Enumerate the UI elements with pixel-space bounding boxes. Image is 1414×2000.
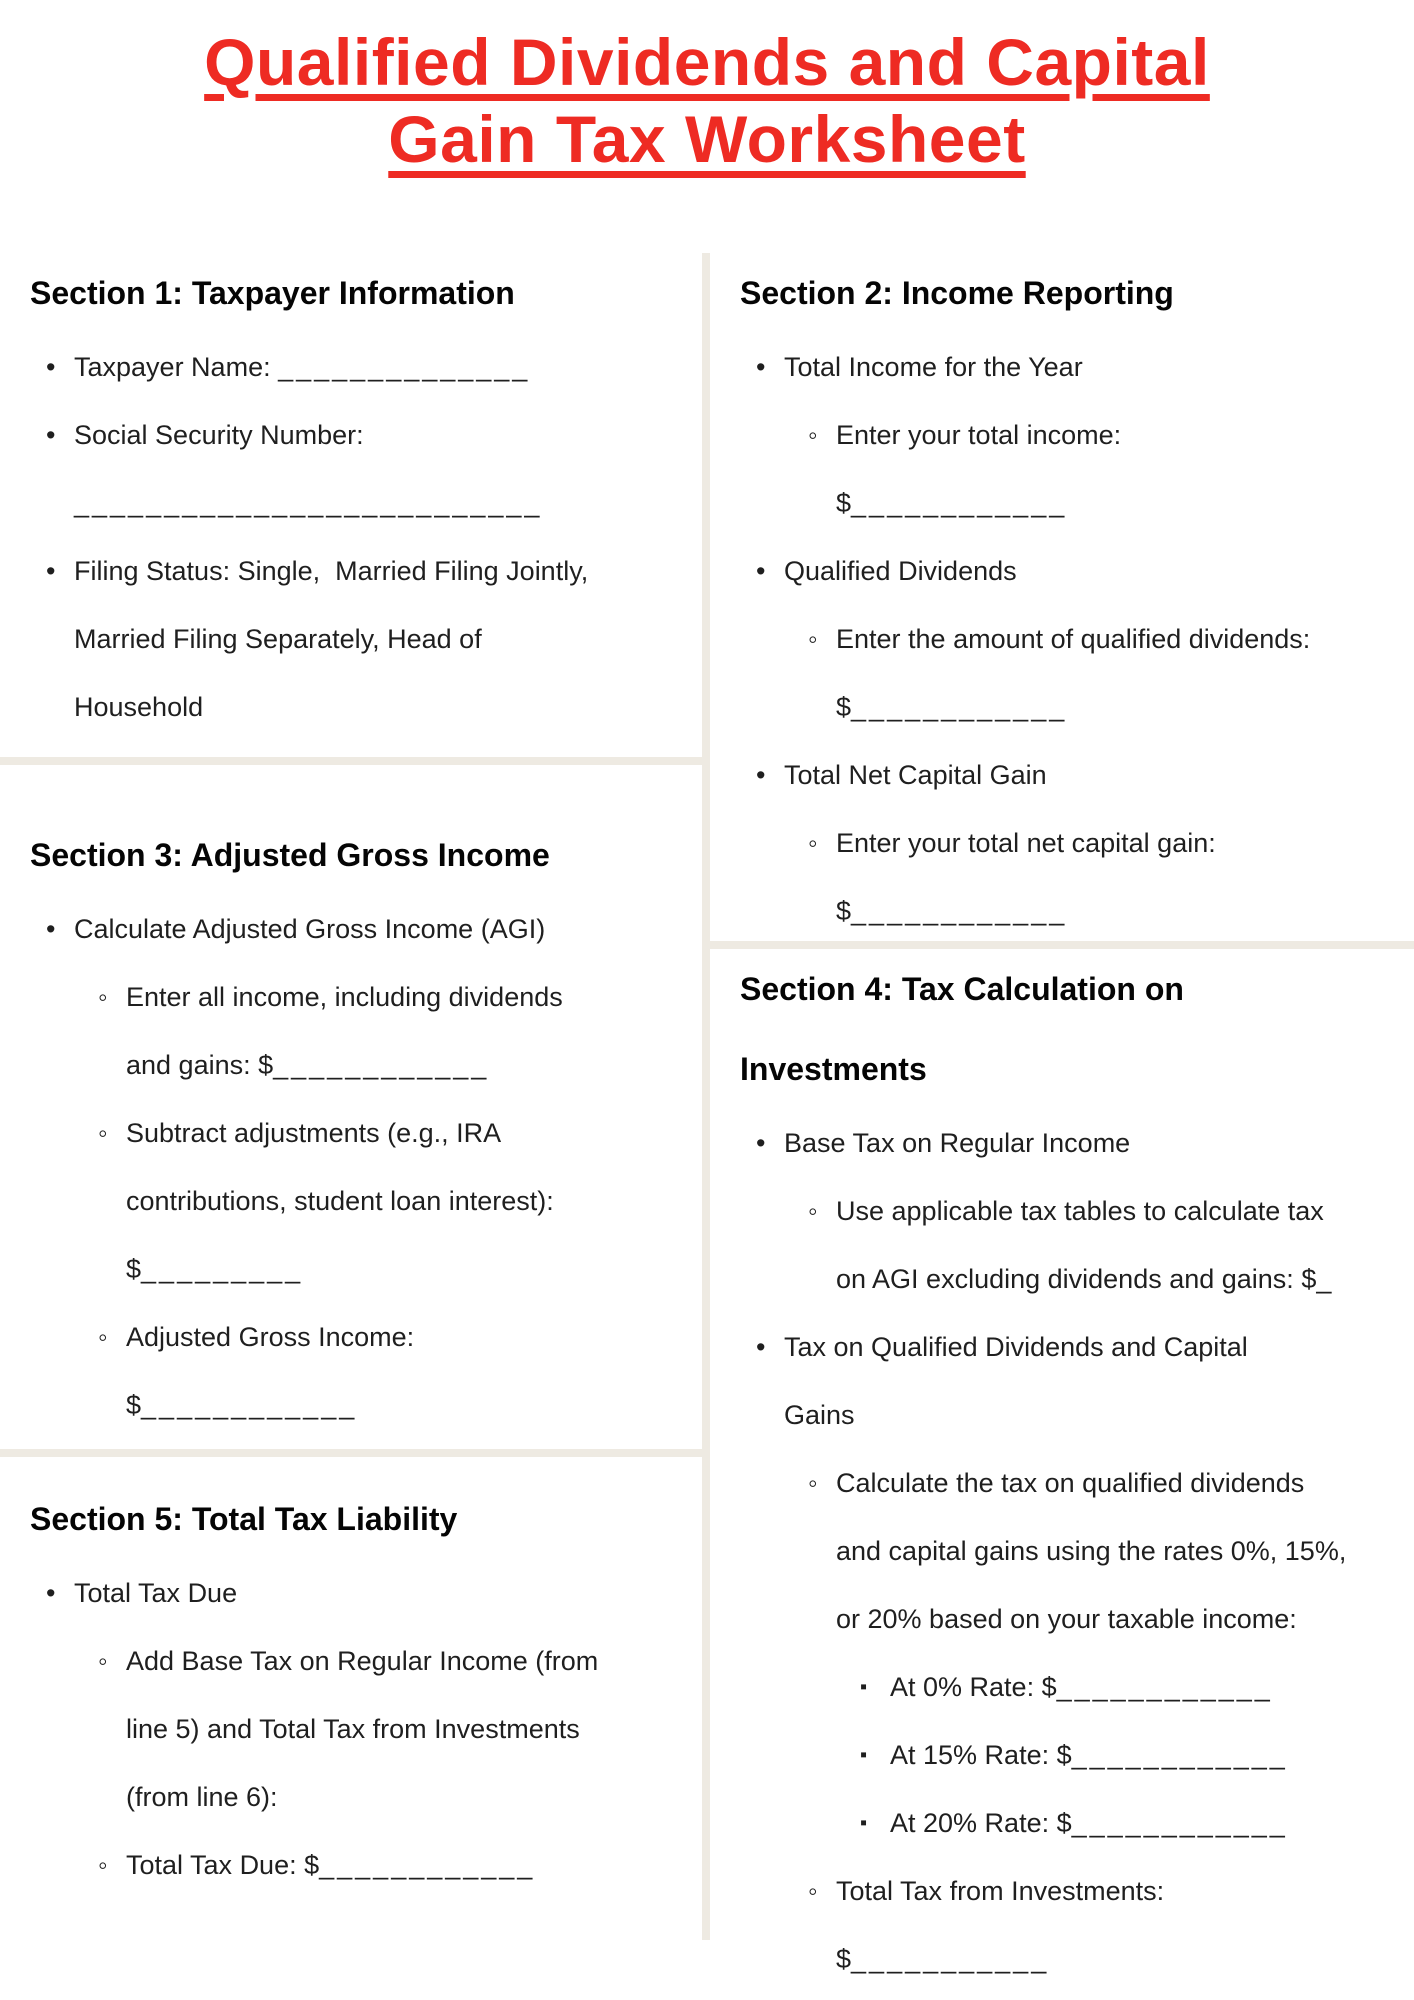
filing-status-continued-2: Household [74, 692, 204, 722]
list-item-enter-total-income: ◦ Enter your total income: [710, 401, 1414, 469]
section-5-card [0, 1457, 702, 2000]
subtract-adjustments-continued: contributions, student loan interest): [126, 1186, 554, 1216]
left-column [0, 253, 702, 2000]
agi-result-blank: $____________ [126, 1390, 358, 1420]
list-item-total-tax-investments: ◦ Total Tax from Investments: [710, 1857, 1414, 1925]
list-item-total-tax-due: • Total Tax Due [0, 1559, 702, 1627]
section-3-card [0, 765, 702, 1449]
worksheet-title-line-2: Gain Tax Worksheet [388, 102, 1026, 176]
list-item-qualified-dividends: • Qualified Dividends [710, 537, 1414, 605]
subtract-adjustments-blank: $_________ [126, 1254, 304, 1284]
section-divider [0, 1449, 702, 1457]
total-tax-investments-blank: $___________ [836, 1944, 1050, 1974]
use-tax-tables-continued: on AGI excluding dividends and gains: $_ [836, 1264, 1332, 1294]
worksheet-title [0, 0, 1414, 253]
enter-all-income-blank: and gains: $____________ [126, 1050, 490, 1080]
qualified-dividends-blank: $____________ [836, 692, 1068, 722]
total-income-blank: $____________ [836, 488, 1068, 518]
list-item-enter-all-income: ◦ Enter all income, including dividends [0, 963, 702, 1031]
add-base-tax-continued-2: (from line 6): [126, 1782, 278, 1812]
ssn-blank-line: __________________________ [74, 488, 543, 518]
total-tax-due-blank: ◦ Total Tax Due: $____________ [0, 1831, 702, 1899]
worksheet-columns [0, 253, 1414, 2000]
worksheet-title-line-1: Qualified Dividends and Capital [204, 25, 1210, 99]
list-item-use-tax-tables: ◦ Use applicable tax tables to calculate tax [710, 1177, 1414, 1245]
list-item-add-base-tax: ◦ Add Base Tax on Regular Income (from [0, 1627, 702, 1695]
calculate-tax-rates-continued: and capital gains using the rates 0%, 15%, [836, 1536, 1347, 1566]
section-4-heading-line-1: Section 4: Tax Calculation on [740, 971, 1184, 1007]
list-item-filing-status: • Filing Status: Single, Married Filing Jointly, [0, 537, 702, 605]
list-item-tax-on-dividends: • Tax on Qualified Dividends and Capital [710, 1313, 1414, 1381]
list-item-total-income: • Total Income for the Year [710, 333, 1414, 401]
section-5-heading: Section 5: Total Tax Liability [30, 1501, 458, 1537]
section-2-card [710, 253, 1414, 941]
section-4-card [710, 949, 1414, 2000]
column-divider [702, 253, 710, 2000]
list-item-rate-0-blank: ▪ At 0% Rate: $____________ [710, 1653, 1414, 1721]
section-divider [710, 941, 1414, 949]
tax-on-dividends-continued: Gains [784, 1400, 855, 1430]
net-capital-gain-blank: $____________ [836, 896, 1068, 926]
list-item-ssn-label: • Social Security Number: [0, 401, 702, 469]
section-2-heading: Section 2: Income Reporting [740, 275, 1174, 311]
list-item-agi-result: ◦ Adjusted Gross Income: [0, 1303, 702, 1371]
list-item-rate-15-blank: ▪ At 15% Rate: $____________ [710, 1721, 1414, 1789]
section-1-heading: Section 1: Taxpayer Information [30, 275, 515, 311]
filing-status-continued: Married Filing Separately, Head of [74, 624, 482, 654]
section-3-heading: Section 3: Adjusted Gross Income [30, 837, 550, 873]
list-item-enter-net-capital-gain: ◦ Enter your total net capital gain: [710, 809, 1414, 877]
section-4-heading-line-2: Investments [740, 1051, 927, 1087]
list-item-base-tax: • Base Tax on Regular Income [710, 1109, 1414, 1177]
list-item-total-net-capital-gain: • Total Net Capital Gain [710, 741, 1414, 809]
add-base-tax-continued: line 5) and Total Tax from Investments [126, 1714, 580, 1744]
list-item-subtract-adjustments: ◦ Subtract adjustments (e.g., IRA [0, 1099, 702, 1167]
section-divider [0, 757, 702, 765]
list-item-calculate-agi: • Calculate Adjusted Gross Income (AGI) [0, 895, 702, 963]
right-column [710, 253, 1414, 2000]
list-item-calculate-tax-rates: ◦ Calculate the tax on qualified dividends [710, 1449, 1414, 1517]
list-item-taxpayer-name: • Taxpayer Name: ______________ [0, 333, 702, 401]
section-1-card [0, 253, 702, 757]
calculate-tax-rates-continued-2: or 20% based on your taxable income: [836, 1604, 1297, 1634]
list-item-rate-20-blank: ▪ At 20% Rate: $____________ [710, 1789, 1414, 1857]
list-item-enter-qualified-dividends: ◦ Enter the amount of qualified dividends: [710, 605, 1414, 673]
